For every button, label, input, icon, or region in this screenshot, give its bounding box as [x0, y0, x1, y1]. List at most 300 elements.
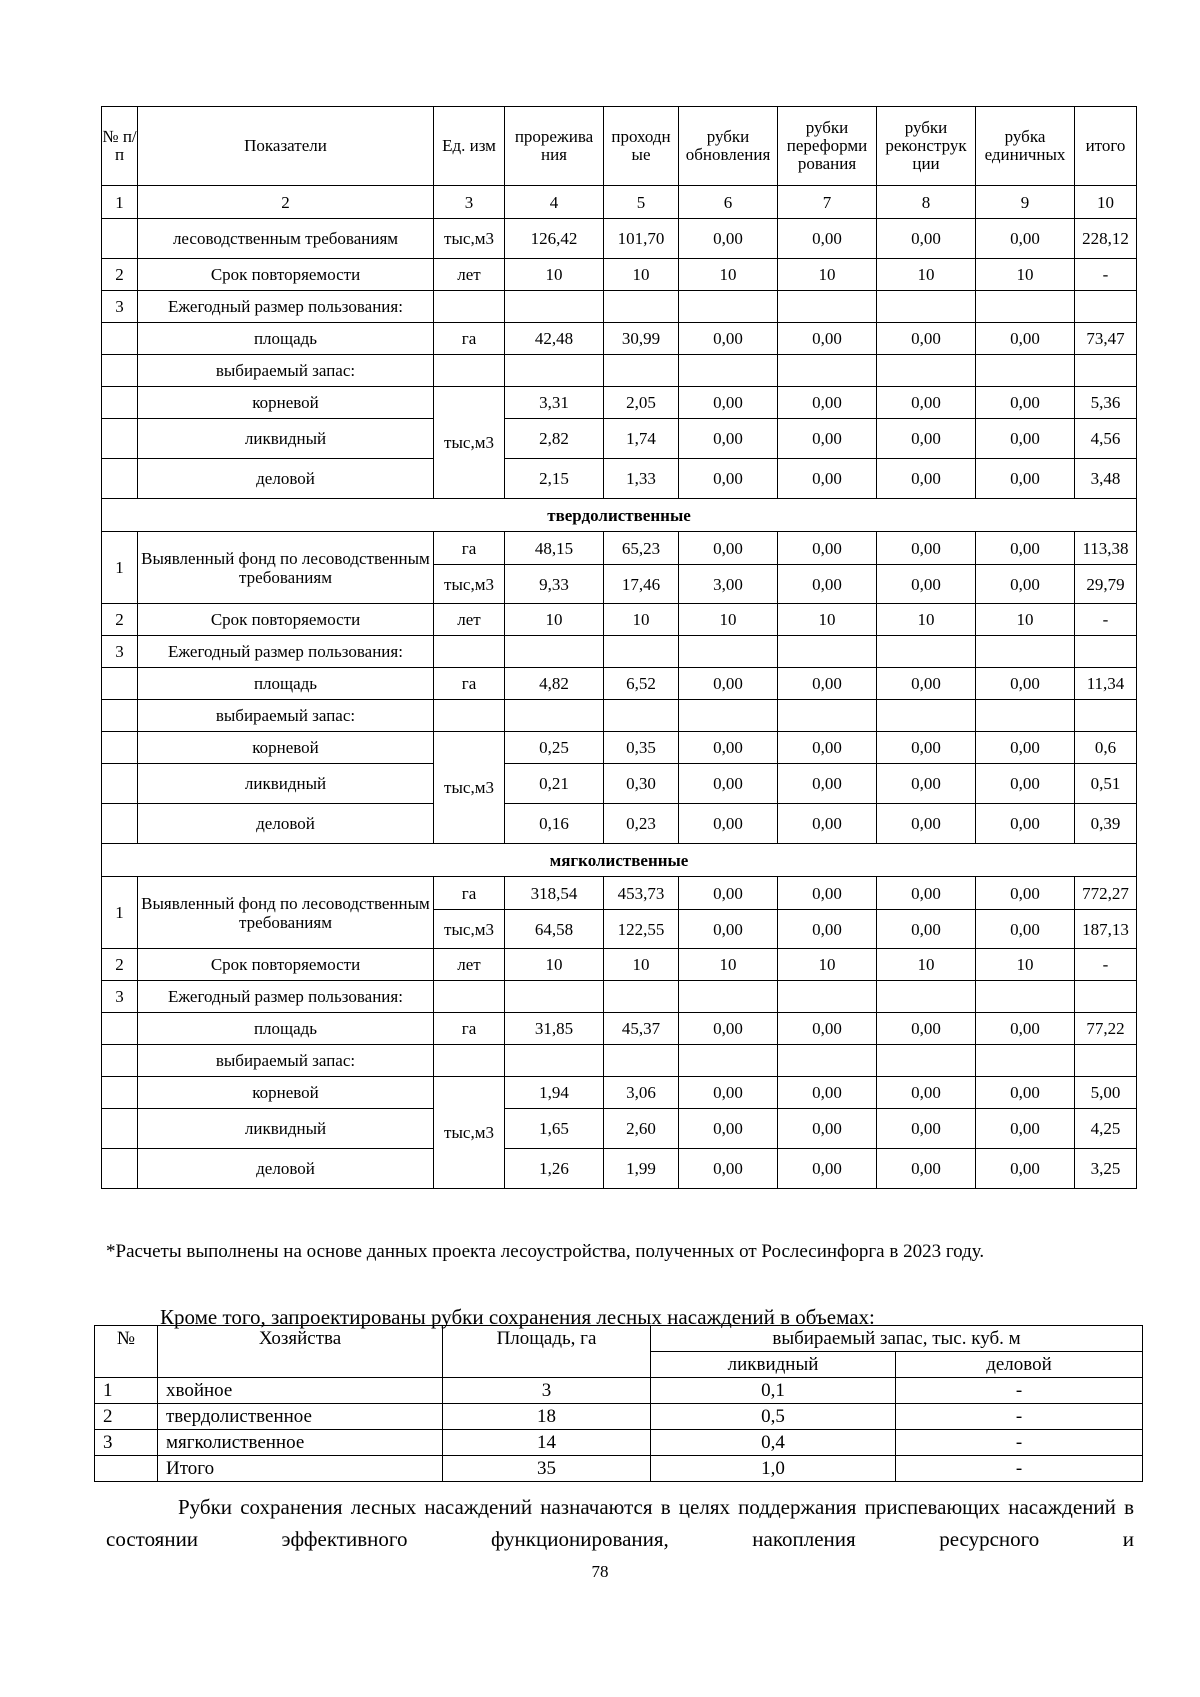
empty-cell	[877, 291, 976, 323]
value-cell: 65,23	[604, 532, 679, 565]
value-cell: 0,00	[976, 1013, 1075, 1045]
small-table-body	[95, 1378, 1143, 1482]
value-cell: 0,16	[505, 804, 604, 844]
value-cell: 0,00	[679, 323, 778, 355]
empty-cell	[877, 636, 976, 668]
empty-cell	[505, 981, 604, 1013]
row-number-cell	[102, 355, 138, 387]
value-cell: 0,00	[778, 459, 877, 499]
value-cell: 122,55	[604, 910, 679, 949]
empty-cell	[778, 355, 877, 387]
empty-cell	[679, 291, 778, 323]
empty-cell	[1075, 636, 1137, 668]
value-cell: 2,15	[505, 459, 604, 499]
value-cell: 29,79	[1075, 565, 1137, 604]
value-cell: -	[1075, 259, 1137, 291]
value-cell: 0,00	[778, 877, 877, 910]
empty-cell	[1075, 700, 1137, 732]
value-cell: 0,00	[976, 668, 1075, 700]
empty-cell	[976, 700, 1075, 732]
header-cell: №	[95, 1326, 158, 1378]
row-number-cell	[102, 764, 138, 804]
indicator-cell: корневой	[138, 1077, 434, 1109]
value-cell: 113,38	[1075, 532, 1137, 565]
area-cell: 3	[443, 1378, 651, 1404]
value-cell: 3,00	[679, 565, 778, 604]
farm-cell: твердолиственное	[158, 1404, 443, 1430]
value-cell: 10	[505, 259, 604, 291]
row-number-cell: 3	[102, 291, 138, 323]
empty-cell	[679, 700, 778, 732]
empty-cell	[604, 981, 679, 1013]
table-row	[102, 668, 1137, 700]
value-cell: 0,00	[778, 565, 877, 604]
num-cell	[95, 1456, 158, 1482]
row-number-cell	[102, 459, 138, 499]
table-row	[95, 1404, 1143, 1430]
row-number-cell: 2	[102, 949, 138, 981]
value-cell: -	[1075, 604, 1137, 636]
empty-cell	[434, 981, 505, 1013]
empty-cell	[679, 355, 778, 387]
table-row	[102, 323, 1137, 355]
empty-cell	[604, 291, 679, 323]
row-number-cell	[102, 732, 138, 764]
value-cell: 10	[778, 949, 877, 981]
table-row	[102, 1149, 1137, 1189]
row-number-cell: 3	[102, 981, 138, 1013]
main-table	[101, 106, 1137, 1189]
value-cell: 17,46	[604, 565, 679, 604]
value-cell: 0,00	[976, 764, 1075, 804]
value-cell: 0,00	[877, 732, 976, 764]
table-row	[102, 259, 1137, 291]
table-row	[95, 1430, 1143, 1456]
header-row	[102, 107, 1137, 186]
header-cell: рубка единичных	[976, 107, 1075, 186]
column-number: 2	[138, 186, 434, 219]
value-cell: 9,33	[505, 565, 604, 604]
unit-cell: га	[434, 877, 505, 910]
table-row	[102, 981, 1137, 1013]
column-number: 1	[102, 186, 138, 219]
value-cell: -	[1075, 949, 1137, 981]
value-cell: 10	[778, 604, 877, 636]
value-cell: 0,00	[778, 532, 877, 565]
table-row	[102, 532, 1137, 565]
row-number-cell	[102, 1149, 138, 1189]
value-cell: 0,00	[877, 910, 976, 949]
value-cell: 10	[976, 604, 1075, 636]
value-cell: 0,00	[877, 668, 976, 700]
table-row	[102, 604, 1137, 636]
num-cell: 2	[95, 1404, 158, 1430]
header-cell: рубки обновления	[679, 107, 778, 186]
value-cell: 45,37	[604, 1013, 679, 1045]
empty-cell	[976, 636, 1075, 668]
unit-cell: тыс,м3	[434, 219, 505, 259]
indicator-cell: Ежегодный размер пользования:	[138, 291, 434, 323]
row-number-cell: 2	[102, 259, 138, 291]
empty-cell	[877, 355, 976, 387]
value-cell: 228,12	[1075, 219, 1137, 259]
indicator-cell: выбираемый запас:	[138, 700, 434, 732]
farm-cell: хвойное	[158, 1378, 443, 1404]
value-cell: 1,74	[604, 419, 679, 459]
table-row	[102, 877, 1137, 910]
table-row	[102, 949, 1137, 981]
table-row	[102, 764, 1137, 804]
value-cell: 10	[877, 949, 976, 981]
value-cell: 10	[679, 949, 778, 981]
empty-cell	[434, 700, 505, 732]
value-cell: 0,00	[877, 1109, 976, 1149]
indicator-cell: ликвидный	[138, 419, 434, 459]
column-number: 5	[604, 186, 679, 219]
empty-cell	[604, 355, 679, 387]
value-cell: 0,00	[976, 459, 1075, 499]
indicator-cell: ликвидный	[138, 1109, 434, 1149]
value-cell: 2,05	[604, 387, 679, 419]
row-number-cell: 3	[102, 636, 138, 668]
header-cell: деловой	[896, 1352, 1143, 1378]
value-cell: 0,6	[1075, 732, 1137, 764]
page-number: 78	[591, 1562, 609, 1581]
unit-cell: лет	[434, 259, 505, 291]
value-cell: 0,00	[877, 1077, 976, 1109]
value-cell: 2,60	[604, 1109, 679, 1149]
value-cell: 1,99	[604, 1149, 679, 1189]
indicator-cell: Срок повторяемости	[138, 949, 434, 981]
value-cell: 3,31	[505, 387, 604, 419]
value-cell: 0,35	[604, 732, 679, 764]
value-cell: 0,00	[679, 419, 778, 459]
value-cell: 10	[505, 604, 604, 636]
unit-cell: тыс,м3	[434, 910, 505, 949]
indicator-cell: ликвидный	[138, 764, 434, 804]
column-number: 6	[679, 186, 778, 219]
unit-cell: тыс,м3	[434, 565, 505, 604]
value-cell: 318,54	[505, 877, 604, 910]
value-cell: 0,00	[976, 387, 1075, 419]
value-cell: 10	[778, 259, 877, 291]
value-cell: 10	[877, 259, 976, 291]
value-cell: 10	[976, 949, 1075, 981]
value-cell: 0,00	[976, 877, 1075, 910]
value-cell: 0,00	[877, 1013, 976, 1045]
table-row	[102, 1045, 1137, 1077]
farm-cell: мягколиственное	[158, 1430, 443, 1456]
business-cell: -	[896, 1404, 1143, 1430]
value-cell: 10	[604, 259, 679, 291]
value-cell: 0,00	[976, 804, 1075, 844]
value-cell: 0,00	[679, 764, 778, 804]
value-cell: 0,00	[976, 1109, 1075, 1149]
value-cell: 0,00	[976, 565, 1075, 604]
value-cell: 3,06	[604, 1077, 679, 1109]
empty-cell	[604, 636, 679, 668]
row-number-cell	[102, 1045, 138, 1077]
row-number-cell: 1	[102, 532, 138, 604]
value-cell: 10	[877, 604, 976, 636]
empty-cell	[434, 291, 505, 323]
indicator-cell: выбираемый запас:	[138, 1045, 434, 1077]
value-cell: 0,00	[778, 387, 877, 419]
value-cell: 0,00	[778, 323, 877, 355]
value-cell: 0,23	[604, 804, 679, 844]
table-row	[102, 419, 1137, 459]
empty-cell	[505, 636, 604, 668]
num-cell: 1	[95, 1378, 158, 1404]
business-cell: -	[896, 1456, 1143, 1482]
num-cell: 3	[95, 1430, 158, 1456]
table-row	[102, 355, 1137, 387]
value-cell: 0,00	[877, 804, 976, 844]
value-cell: 73,47	[1075, 323, 1137, 355]
value-cell: 0,00	[679, 668, 778, 700]
indicator-cell: площадь	[138, 1013, 434, 1045]
row-number-cell	[102, 1013, 138, 1045]
indicator-cell: Ежегодный размер пользования:	[138, 636, 434, 668]
value-cell: 0,00	[679, 1109, 778, 1149]
liquid-cell: 0,4	[651, 1430, 896, 1456]
indicator-cell: корневой	[138, 387, 434, 419]
value-cell: 10	[604, 604, 679, 636]
body-paragraph: Рубки сохранения лесных насаждений назначаются в целях поддержания приспевающих насаждений в состоянии эффективного функционирования, накопления ресурсного и	[106, 1495, 1134, 1551]
header-cell: Площадь, га	[443, 1326, 651, 1378]
table-row	[102, 219, 1137, 259]
row-number-cell: 2	[102, 604, 138, 636]
empty-cell	[679, 981, 778, 1013]
value-cell: 0,00	[877, 459, 976, 499]
row-number-cell	[102, 419, 138, 459]
value-cell: 0,00	[679, 532, 778, 565]
section-title: твердолиственные	[102, 499, 1137, 532]
header-cell: прорежива ния	[505, 107, 604, 186]
area-cell: 35	[443, 1456, 651, 1482]
empty-cell	[505, 1045, 604, 1077]
row-number-cell	[102, 700, 138, 732]
indicator-cell: Выявленный фонд по лесоводственным требованиям	[138, 877, 434, 949]
value-cell: 0,00	[877, 764, 976, 804]
indicator-cell: Выявленный фонд по лесоводственным требованиям	[138, 532, 434, 604]
area-cell: 14	[443, 1430, 651, 1456]
value-cell: 0,00	[778, 804, 877, 844]
column-number: 3	[434, 186, 505, 219]
header-cell: рубки переформи рования	[778, 107, 877, 186]
header-cell: рубки реконструк ции	[877, 107, 976, 186]
indicator-cell: выбираемый запас:	[138, 355, 434, 387]
value-cell: 10	[604, 949, 679, 981]
value-cell: 2,82	[505, 419, 604, 459]
value-cell: 0,00	[679, 459, 778, 499]
unit-cell: лет	[434, 604, 505, 636]
value-cell: 0,25	[505, 732, 604, 764]
value-cell: 126,42	[505, 219, 604, 259]
table-row	[102, 1013, 1137, 1045]
table-row	[102, 700, 1137, 732]
row-number-cell	[102, 323, 138, 355]
liquid-cell: 0,5	[651, 1404, 896, 1430]
indicator-cell: Срок повторяемости	[138, 604, 434, 636]
value-cell: 10	[679, 259, 778, 291]
row-number-cell	[102, 1109, 138, 1149]
unit-cell: тыс,м3	[434, 732, 505, 844]
footnote: *Расчеты выполнены на основе данных проекта лесоустройства, полученных от Рослесинфорга в 2023 году.	[106, 1241, 985, 1262]
value-cell: 0,30	[604, 764, 679, 804]
row-number-cell: 1	[102, 877, 138, 949]
value-cell: 0,00	[976, 419, 1075, 459]
unit-cell: лет	[434, 949, 505, 981]
table-row	[95, 1378, 1143, 1404]
value-cell: 0,00	[778, 764, 877, 804]
column-number: 4	[505, 186, 604, 219]
header-cell: Ед. изм	[434, 107, 505, 186]
value-cell: 453,73	[604, 877, 679, 910]
value-cell: 64,58	[505, 910, 604, 949]
value-cell: 77,22	[1075, 1013, 1137, 1045]
value-cell: 0,00	[877, 877, 976, 910]
value-cell: 5,36	[1075, 387, 1137, 419]
table-row	[102, 291, 1137, 323]
value-cell: 4,25	[1075, 1109, 1137, 1149]
value-cell: 0,00	[679, 387, 778, 419]
unit-cell: га	[434, 323, 505, 355]
value-cell: 0,00	[976, 732, 1075, 764]
liquid-cell: 1,0	[651, 1456, 896, 1482]
section-title-row	[102, 499, 1137, 532]
value-cell: 11,34	[1075, 668, 1137, 700]
empty-cell	[778, 636, 877, 668]
indicator-cell: деловой	[138, 1149, 434, 1189]
value-cell: 0,00	[976, 532, 1075, 565]
empty-cell	[505, 355, 604, 387]
unit-cell: тыс,м3	[434, 387, 505, 499]
row-number-cell	[102, 219, 138, 259]
unit-cell: тыс,м3	[434, 1077, 505, 1189]
value-cell: 0,00	[778, 219, 877, 259]
section-title-row	[102, 844, 1137, 877]
empty-cell	[1075, 981, 1137, 1013]
value-cell: 0,00	[679, 219, 778, 259]
empty-cell	[976, 981, 1075, 1013]
empty-cell	[877, 981, 976, 1013]
value-cell: 3,25	[1075, 1149, 1137, 1189]
value-cell: 1,26	[505, 1149, 604, 1189]
row-number-cell	[102, 668, 138, 700]
column-number: 10	[1075, 186, 1137, 219]
main-table-body	[102, 186, 1137, 1189]
value-cell: 0,00	[877, 387, 976, 419]
indicator-cell: Ежегодный размер пользования:	[138, 981, 434, 1013]
empty-cell	[604, 1045, 679, 1077]
header-cell: итого	[1075, 107, 1137, 186]
value-cell: 30,99	[604, 323, 679, 355]
value-cell: 42,48	[505, 323, 604, 355]
value-cell: 0,00	[778, 910, 877, 949]
farm-cell: Итого	[158, 1456, 443, 1482]
header-cell: Хозяйства	[158, 1326, 443, 1378]
value-cell: 0,00	[778, 732, 877, 764]
unit-cell: га	[434, 668, 505, 700]
empty-cell	[976, 355, 1075, 387]
value-cell: 10	[679, 604, 778, 636]
value-cell: 0,00	[976, 1077, 1075, 1109]
table-row	[102, 387, 1137, 419]
empty-cell	[778, 700, 877, 732]
value-cell: 0,39	[1075, 804, 1137, 844]
unit-cell: га	[434, 1013, 505, 1045]
value-cell: 0,00	[877, 1149, 976, 1189]
value-cell: 0,00	[778, 668, 877, 700]
value-cell: 0,00	[679, 732, 778, 764]
value-cell: 101,70	[604, 219, 679, 259]
table-row	[102, 732, 1137, 764]
value-cell: 0,00	[778, 1077, 877, 1109]
column-number-row	[102, 186, 1137, 219]
business-cell: -	[896, 1430, 1143, 1456]
value-cell: 1,94	[505, 1077, 604, 1109]
empty-cell	[679, 636, 778, 668]
empty-cell	[505, 291, 604, 323]
empty-cell	[778, 291, 877, 323]
value-cell: 0,00	[976, 219, 1075, 259]
empty-cell	[877, 1045, 976, 1077]
empty-cell	[1075, 1045, 1137, 1077]
section-title: мягколиственные	[102, 844, 1137, 877]
empty-cell	[976, 1045, 1075, 1077]
table-row	[102, 636, 1137, 668]
value-cell: 4,82	[505, 668, 604, 700]
row-number-cell	[102, 387, 138, 419]
value-cell: 1,65	[505, 1109, 604, 1149]
value-cell: 0,00	[877, 419, 976, 459]
indicator-cell: лесоводственным требованиям	[138, 219, 434, 259]
value-cell: 3,48	[1075, 459, 1137, 499]
value-cell: 31,85	[505, 1013, 604, 1045]
value-cell: 0,00	[679, 877, 778, 910]
value-cell: 0,51	[1075, 764, 1137, 804]
table-row	[102, 459, 1137, 499]
column-number: 7	[778, 186, 877, 219]
column-number: 8	[877, 186, 976, 219]
empty-cell	[434, 1045, 505, 1077]
liquid-cell: 0,1	[651, 1378, 896, 1404]
value-cell: 0,00	[679, 910, 778, 949]
header-cell: ликвидный	[651, 1352, 896, 1378]
empty-cell	[1075, 291, 1137, 323]
value-cell: 0,00	[679, 1149, 778, 1189]
value-cell: 0,00	[778, 419, 877, 459]
empty-cell	[778, 1045, 877, 1077]
value-cell: 0,00	[877, 532, 976, 565]
value-cell: 0,00	[877, 219, 976, 259]
header-cell: выбираемый запас, тыс. куб. м	[651, 1326, 1143, 1352]
empty-cell	[877, 700, 976, 732]
table-row	[102, 1077, 1137, 1109]
small-table	[94, 1325, 1143, 1482]
value-cell: 1,33	[604, 459, 679, 499]
table-row	[95, 1456, 1143, 1482]
area-cell: 18	[443, 1404, 651, 1430]
value-cell: 6,52	[604, 668, 679, 700]
table-row	[102, 804, 1137, 844]
value-cell: 187,13	[1075, 910, 1137, 949]
empty-cell	[976, 291, 1075, 323]
small-header-row	[95, 1326, 1143, 1352]
header-cell: проходн ые	[604, 107, 679, 186]
value-cell: 772,27	[1075, 877, 1137, 910]
